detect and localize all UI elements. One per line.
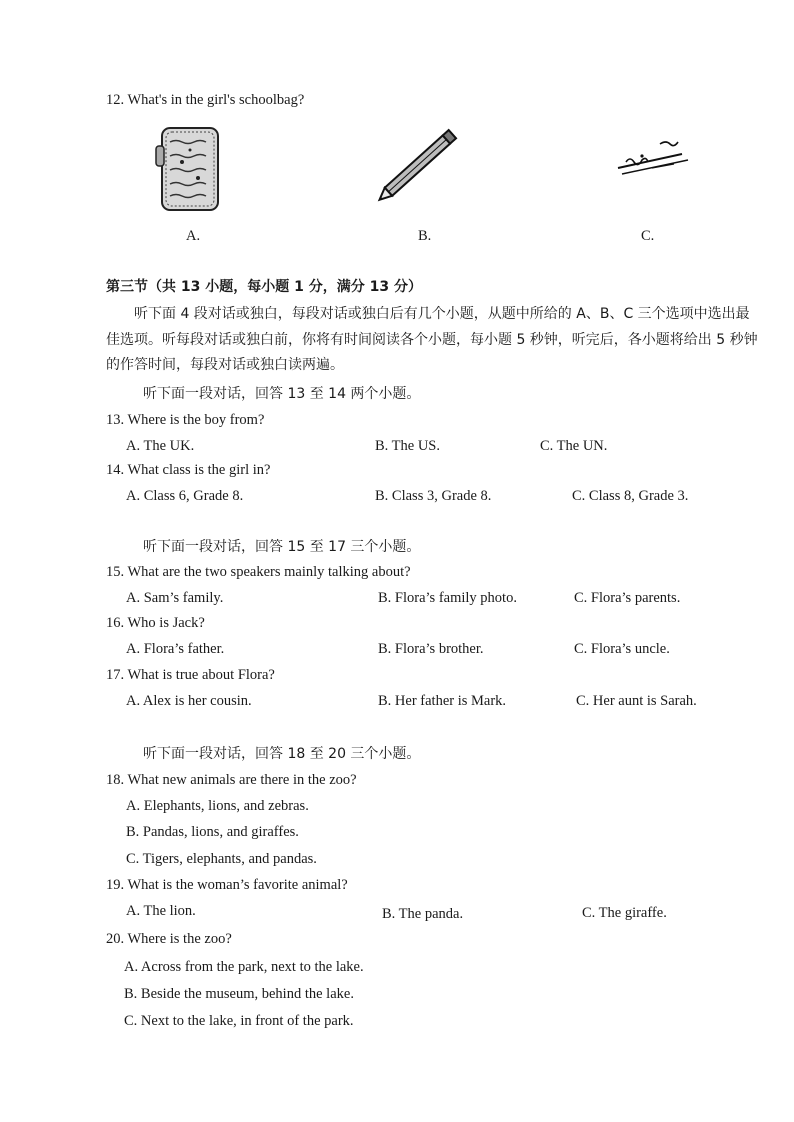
- q18-option-a[interactable]: A. Elephants, lions, and zebras.: [126, 798, 309, 814]
- q19-question: 19. What is the woman’s favorite animal?: [106, 877, 348, 893]
- q16-option-b[interactable]: B. Flora’s brother.: [378, 641, 484, 657]
- q12-option-b-label: B.: [418, 228, 432, 244]
- q17-option-b[interactable]: B. Her father is Mark.: [378, 693, 507, 709]
- q14-option-a[interactable]: A. Class 6, Grade 8.: [126, 488, 244, 504]
- q19-option-a[interactable]: A. The lion.: [126, 903, 196, 919]
- eraser-icon: [612, 134, 696, 187]
- q12-question: 12. What's in the girl's schoolbag?: [106, 92, 305, 108]
- dialog3-intro: 听下面一段对话，回答 18 至 20 三个小题。: [143, 746, 421, 762]
- q12-option-a-label: A.: [186, 228, 201, 244]
- q17-option-a[interactable]: A. Alex is her cousin.: [126, 693, 252, 709]
- q15-option-a[interactable]: A. Sam’s family.: [126, 590, 224, 606]
- q16-option-c[interactable]: C. Flora’s uncle.: [574, 641, 670, 657]
- q16-question: 16. Who is Jack?: [106, 615, 205, 631]
- q16-option-a[interactable]: A. Flora’s father.: [126, 641, 225, 657]
- q20-option-a[interactable]: A. Across from the park, next to the lake.: [124, 959, 364, 975]
- q17-question: 17. What is true about Flora?: [106, 667, 275, 683]
- q15-option-b[interactable]: B. Flora’s family photo.: [378, 590, 517, 606]
- q20-question: 20. Where is the zoo?: [106, 931, 232, 947]
- q18-question: 18. What new animals are there in the zoo?: [106, 772, 357, 788]
- q20-option-c[interactable]: C. Next to the lake, in front of the park.: [124, 1013, 354, 1029]
- q13-option-c[interactable]: C. The UN.: [540, 438, 608, 454]
- q14-option-b[interactable]: B. Class 3, Grade 8.: [375, 488, 492, 504]
- section3-instruction: 听下面 4 段对话或独白，每段对话或独白后有几个小题，从题中所给的 A、B、C 三个选项中选出最佳选项。听每段对话或独白前，你将有时间阅读各个小题，每小题 5 秒钟，听完后，各小题将给出 5 秒钟的作答时间，每段对话或独白读两遍。: [106, 306, 758, 373]
- section3-title: 第三节（共 13 小题，每小题 1 分，满分 13 分）: [106, 279, 422, 295]
- q17-option-c[interactable]: C. Her aunt is Sarah.: [576, 693, 697, 709]
- q18-option-c[interactable]: C. Tigers, elephants, and pandas.: [126, 851, 317, 867]
- q13-question: 13. Where is the boy from?: [106, 412, 265, 428]
- pencil-icon: [370, 118, 470, 215]
- q19-option-c[interactable]: C. The giraffe.: [582, 905, 667, 921]
- dialog2-intro: 听下面一段对话，回答 15 至 17 三个小题。: [143, 539, 421, 555]
- q14-option-c[interactable]: C. Class 8, Grade 3.: [572, 488, 689, 504]
- q19-option-b[interactable]: B. The panda.: [382, 906, 464, 922]
- dialog1-intro: 听下面一段对话，回答 13 至 14 两个小题。: [143, 386, 421, 402]
- q14-question: 14. What class is the girl in?: [106, 462, 271, 478]
- q13-option-b[interactable]: B. The US.: [375, 438, 440, 454]
- q12-option-c-label: C.: [641, 228, 655, 244]
- q18-option-b[interactable]: B. Pandas, lions, and giraffes.: [126, 824, 299, 840]
- q20-option-b[interactable]: B. Beside the museum, behind the lake.: [124, 986, 354, 1002]
- q15-option-c[interactable]: C. Flora’s parents.: [574, 590, 681, 606]
- q13-option-a[interactable]: A. The UK.: [126, 438, 195, 454]
- q15-question: 15. What are the two speakers mainly talking about?: [106, 564, 411, 580]
- schoolbag-icon: [152, 122, 228, 221]
